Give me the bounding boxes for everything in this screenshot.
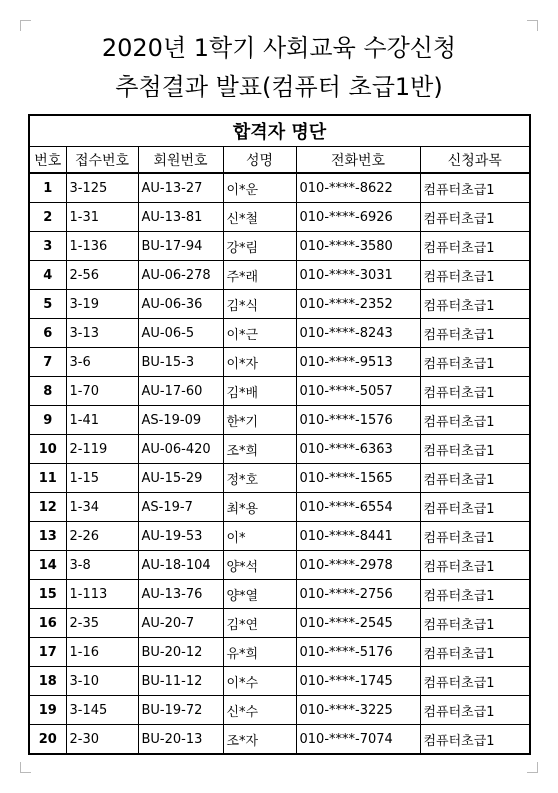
cell-phone: 010-****-6554 <box>296 493 420 522</box>
cell-member-no: BU-20-12 <box>138 638 223 667</box>
cell-course: 컴퓨터초급1 <box>420 696 530 725</box>
cell-number: 7 <box>29 348 66 377</box>
cell-course: 컴퓨터초급1 <box>420 203 530 232</box>
cell-application-no: 3-8 <box>66 551 138 580</box>
cell-name: 이*운 <box>223 173 296 203</box>
table-row <box>29 319 530 348</box>
cell-phone: 010-****-8441 <box>296 522 420 551</box>
cell-phone: 010-****-1576 <box>296 406 420 435</box>
cell-name: 김*배 <box>223 377 296 406</box>
cell-application-no: 3-6 <box>66 348 138 377</box>
cell-course: 컴퓨터초급1 <box>420 348 530 377</box>
document-subtitle: 추첨결과 발표(컴퓨터 초급1반) <box>115 73 443 101</box>
cell-name: 조*희 <box>223 435 296 464</box>
cell-application-no: 1-136 <box>66 232 138 261</box>
cell-application-no: 2-56 <box>66 261 138 290</box>
cell-application-no: 2-30 <box>66 725 138 755</box>
cell-name: 이*자 <box>223 348 296 377</box>
cell-name: 정*호 <box>223 464 296 493</box>
cell-member-no: AU-06-36 <box>138 290 223 319</box>
cell-application-no: 1-41 <box>66 406 138 435</box>
cell-name: 양*석 <box>223 551 296 580</box>
cell-member-no: AS-19-7 <box>138 493 223 522</box>
table-row <box>29 696 530 725</box>
table-row <box>29 348 530 377</box>
table-row <box>29 493 530 522</box>
cell-number: 3 <box>29 232 66 261</box>
column-header-number: 번호 <box>29 147 66 174</box>
cell-phone: 010-****-2978 <box>296 551 420 580</box>
cell-course: 컴퓨터초급1 <box>420 232 530 261</box>
cell-number: 13 <box>29 522 66 551</box>
cell-phone: 010-****-5057 <box>296 377 420 406</box>
cell-course: 컴퓨터초급1 <box>420 319 530 348</box>
cell-course: 컴퓨터초급1 <box>420 580 530 609</box>
cell-member-no: AU-13-76 <box>138 580 223 609</box>
table-row <box>29 580 530 609</box>
cell-application-no: 3-145 <box>66 696 138 725</box>
cell-name: 주*래 <box>223 261 296 290</box>
cell-course: 컴퓨터초급1 <box>420 290 530 319</box>
document-title: 2020년 1학기 사회교육 수강신청 <box>101 34 457 62</box>
cell-phone: 010-****-6926 <box>296 203 420 232</box>
cell-name: 신*수 <box>223 696 296 725</box>
column-header-member-no: 회원번호 <box>138 147 223 174</box>
cell-number: 14 <box>29 551 66 580</box>
cell-application-no: 1-70 <box>66 377 138 406</box>
cell-phone: 010-****-1565 <box>296 464 420 493</box>
cell-name: 양*열 <box>223 580 296 609</box>
cell-application-no: 3-13 <box>66 319 138 348</box>
page-corner-mark <box>20 762 31 773</box>
column-header-course: 신청과목 <box>420 147 530 174</box>
cell-phone: 010-****-7074 <box>296 725 420 755</box>
cell-phone: 010-****-8243 <box>296 319 420 348</box>
cell-application-no: 1-31 <box>66 203 138 232</box>
page-corner-mark <box>527 762 538 773</box>
cell-name: 이* <box>223 522 296 551</box>
table-row <box>29 173 530 203</box>
cell-phone: 010-****-3225 <box>296 696 420 725</box>
column-header-name: 성명 <box>223 147 296 174</box>
cell-application-no: 1-113 <box>66 580 138 609</box>
cell-number: 4 <box>29 261 66 290</box>
cell-number: 8 <box>29 377 66 406</box>
table-row <box>29 725 530 755</box>
cell-phone: 010-****-2352 <box>296 290 420 319</box>
cell-number: 6 <box>29 319 66 348</box>
table-row <box>29 377 530 406</box>
cell-course: 컴퓨터초급1 <box>420 493 530 522</box>
table-row <box>29 406 530 435</box>
cell-member-no: BU-20-13 <box>138 725 223 755</box>
table-caption-row <box>29 115 530 147</box>
cell-application-no: 2-119 <box>66 435 138 464</box>
cell-application-no: 2-35 <box>66 609 138 638</box>
cell-member-no: AU-13-81 <box>138 203 223 232</box>
cell-course: 컴퓨터초급1 <box>420 435 530 464</box>
table-row <box>29 464 530 493</box>
table-row <box>29 667 530 696</box>
cell-number: 1 <box>29 173 66 203</box>
table-row <box>29 261 530 290</box>
cell-number: 17 <box>29 638 66 667</box>
cell-member-no: AU-06-278 <box>138 261 223 290</box>
table-header-row <box>29 147 530 174</box>
cell-number: 9 <box>29 406 66 435</box>
cell-name: 강*림 <box>223 232 296 261</box>
cell-name: 신*철 <box>223 203 296 232</box>
table-row <box>29 232 530 261</box>
table-caption: 합격자 명단 <box>29 115 530 147</box>
table-row <box>29 551 530 580</box>
cell-phone: 010-****-3031 <box>296 261 420 290</box>
cell-application-no: 1-16 <box>66 638 138 667</box>
cell-phone: 010-****-2545 <box>296 609 420 638</box>
cell-member-no: AU-19-53 <box>138 522 223 551</box>
cell-phone: 010-****-8622 <box>296 173 420 203</box>
cell-member-no: AU-20-7 <box>138 609 223 638</box>
cell-phone: 010-****-5176 <box>296 638 420 667</box>
cell-phone: 010-****-3580 <box>296 232 420 261</box>
cell-name: 이*수 <box>223 667 296 696</box>
cell-number: 10 <box>29 435 66 464</box>
cell-member-no: AU-17-60 <box>138 377 223 406</box>
cell-number: 15 <box>29 580 66 609</box>
cell-number: 5 <box>29 290 66 319</box>
cell-course: 컴퓨터초급1 <box>420 377 530 406</box>
cell-application-no: 1-15 <box>66 464 138 493</box>
cell-application-no: 3-125 <box>66 173 138 203</box>
table-row <box>29 609 530 638</box>
cell-number: 11 <box>29 464 66 493</box>
cell-name: 이*근 <box>223 319 296 348</box>
cell-number: 2 <box>29 203 66 232</box>
cell-name: 김*연 <box>223 609 296 638</box>
cell-number: 12 <box>29 493 66 522</box>
cell-member-no: AU-13-27 <box>138 173 223 203</box>
cell-course: 컴퓨터초급1 <box>420 638 530 667</box>
cell-course: 컴퓨터초급1 <box>420 667 530 696</box>
cell-member-no: AU-18-104 <box>138 551 223 580</box>
cell-course: 컴퓨터초급1 <box>420 173 530 203</box>
cell-phone: 010-****-9513 <box>296 348 420 377</box>
cell-application-no: 2-26 <box>66 522 138 551</box>
cell-member-no: BU-15-3 <box>138 348 223 377</box>
cell-member-no: BU-11-12 <box>138 667 223 696</box>
table-row <box>29 435 530 464</box>
cell-application-no: 1-34 <box>66 493 138 522</box>
cell-member-no: AU-06-420 <box>138 435 223 464</box>
cell-phone: 010-****-2756 <box>296 580 420 609</box>
table-row <box>29 203 530 232</box>
column-header-phone: 전화번호 <box>296 147 420 174</box>
cell-name: 김*식 <box>223 290 296 319</box>
cell-course: 컴퓨터초급1 <box>420 406 530 435</box>
admission-list-table <box>28 114 531 755</box>
cell-member-no: BU-19-72 <box>138 696 223 725</box>
column-header-application-no: 접수번호 <box>66 147 138 174</box>
cell-name: 최*용 <box>223 493 296 522</box>
cell-course: 컴퓨터초급1 <box>420 522 530 551</box>
cell-course: 컴퓨터초급1 <box>420 551 530 580</box>
cell-phone: 010-****-1745 <box>296 667 420 696</box>
cell-name: 조*자 <box>223 725 296 755</box>
cell-member-no: AU-06-5 <box>138 319 223 348</box>
cell-member-no: AU-15-29 <box>138 464 223 493</box>
cell-name: 유*희 <box>223 638 296 667</box>
cell-phone: 010-****-6363 <box>296 435 420 464</box>
table-row <box>29 522 530 551</box>
cell-member-no: AS-19-09 <box>138 406 223 435</box>
table-row <box>29 638 530 667</box>
cell-course: 컴퓨터초급1 <box>420 725 530 755</box>
cell-application-no: 3-10 <box>66 667 138 696</box>
cell-number: 20 <box>29 725 66 755</box>
cell-application-no: 3-19 <box>66 290 138 319</box>
cell-course: 컴퓨터초급1 <box>420 261 530 290</box>
cell-name: 한*기 <box>223 406 296 435</box>
cell-course: 컴퓨터초급1 <box>420 609 530 638</box>
cell-number: 18 <box>29 667 66 696</box>
cell-number: 16 <box>29 609 66 638</box>
cell-course: 컴퓨터초급1 <box>420 464 530 493</box>
cell-member-no: BU-17-94 <box>138 232 223 261</box>
cell-number: 19 <box>29 696 66 725</box>
table-row <box>29 290 530 319</box>
